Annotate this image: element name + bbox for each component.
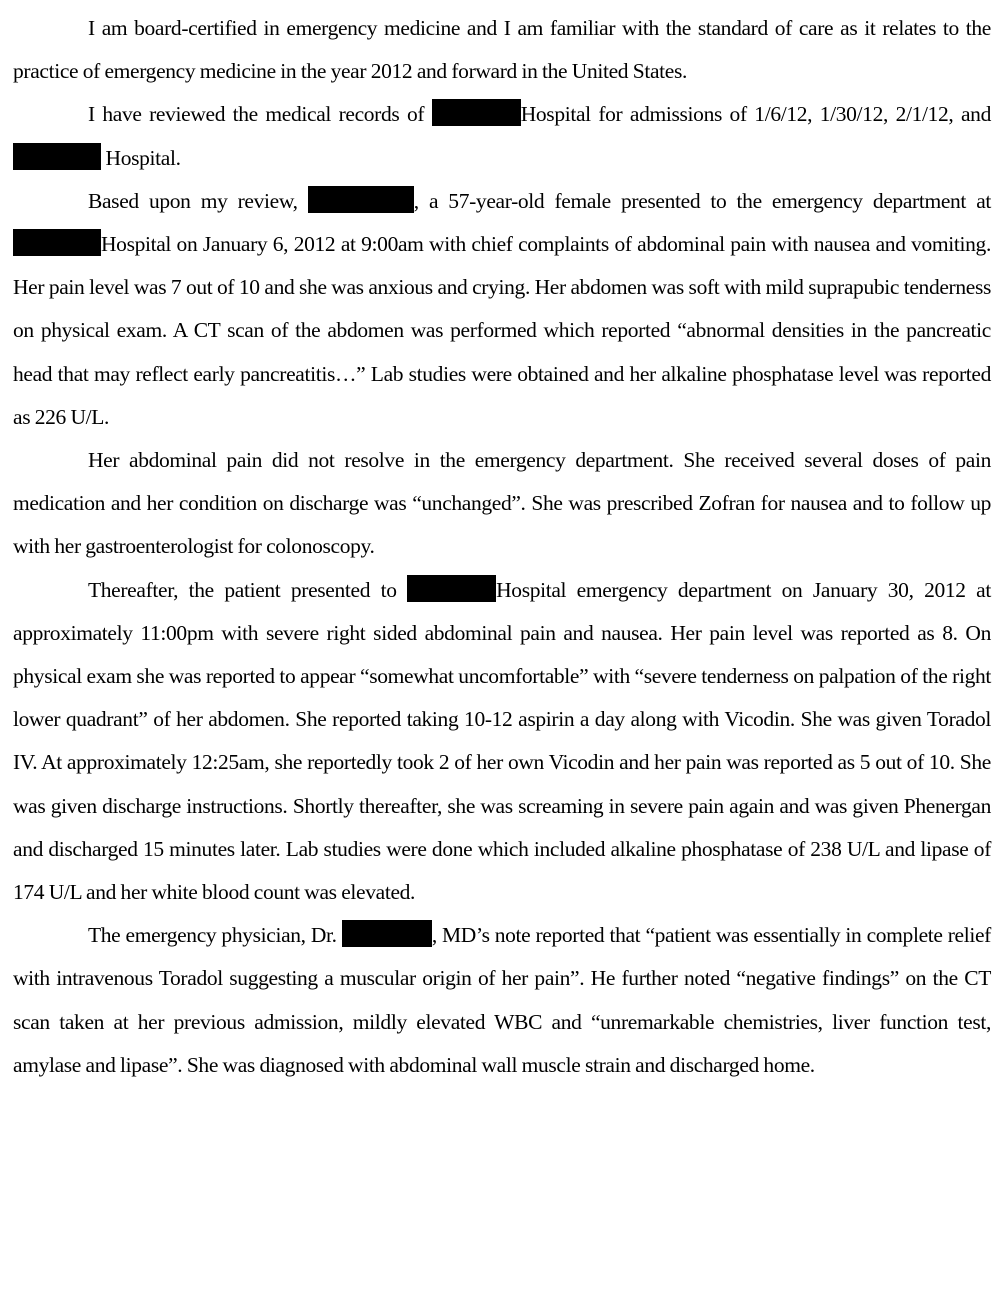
redaction-block [407, 575, 496, 602]
paragraph-text: Hospital on January 6, 2012 at 9:00am with chief complaints of abdominal pain with nausea and vomiting. Her pain level was 7 out of 10 and she was anxious and crying. Her abdomen was soft with mild suprapubic tenderness on physical exam. A CT scan of the abdomen was performed which reported “abnormal densities in the pancreatic head that may reflect early pancreatitis…” Lab studies were obtained and her alkaline phosphatase level was reported as 226 U/L. [13, 232, 991, 429]
paragraph-first-discharge [13, 439, 991, 569]
paragraph-text: Hospital for admissions of 1/6/12, 1/30/12, 2/1/12, and [520, 102, 991, 127]
paragraph-records-reviewed [13, 93, 991, 179]
redaction-block [13, 143, 101, 170]
paragraph-text: Thereafter, the patient presented to [88, 577, 408, 602]
paragraph-text: Based upon my review, [88, 188, 308, 213]
paragraph-text: Hospital emergency department on January 30, 2012 at approximately 11:00pm with severe right sided abdominal pain and nausea. Her pain level was reported as 8. On physical exam she was reported to appear “somewhat uncomfortable” with “severe tenderness on palpation of the right lower quadrant” of her abdomen. She reported taking 10-12 aspirin a day along with Vicodin. She was given Toradol IV. At approximately 12:25am, she reportedly took 2 of her own Vicodin and her pain was reported as 5 out of 10. She was given discharge instructions. Shortly thereafter, she was screaming in severe pain again and was given Phenergan and discharged 15 minutes later. Lab studies were done which included alkaline phosphatase of 238 U/L and lipase of 174 U/L and her white blood count was elevated. [13, 577, 991, 905]
paragraph-text: Hospital. [105, 145, 181, 170]
paragraph-first-presentation [13, 180, 991, 439]
paragraph-text: The emergency physician, Dr. [88, 923, 342, 948]
redaction-block [432, 99, 521, 126]
redaction-block [308, 186, 414, 213]
paragraph-physician-note [13, 914, 991, 1087]
paragraph-text: , a 57-year-old female presented to the emergency department at [413, 188, 992, 213]
paragraph-text: Her abdominal pain did not resolve in the emergency department. She received several doses of pain medication and her condition on discharge was “unchanged”. She was prescribed Zofran for nausea and to follow up with her gastroenterologist for colonoscopy. [13, 448, 991, 559]
paragraph-second-presentation [13, 569, 991, 915]
paragraph-text: I am board-certified in emergency medicine and I am familiar with the standard of care as it relates to the practice of emergency medicine in the year 2012 and forward in the United States. [13, 16, 991, 84]
redaction-block [13, 229, 101, 256]
paragraph-certification [13, 7, 991, 93]
redaction-block [342, 920, 432, 947]
paragraph-text: I have reviewed the medical records of [88, 102, 432, 127]
paragraph-text: , MD’s note reported that “patient was essentially in complete relief with intravenous Toradol suggesting a muscular origin of her pain”. He further noted “negative findings” on the CT scan taken at her previous admission, mildly elevated WBC and “unremarkable chemistries, liver function test, amylase and lipase”. She was diagnosed with abdominal wall muscle strain and discharged home. [13, 923, 991, 1077]
